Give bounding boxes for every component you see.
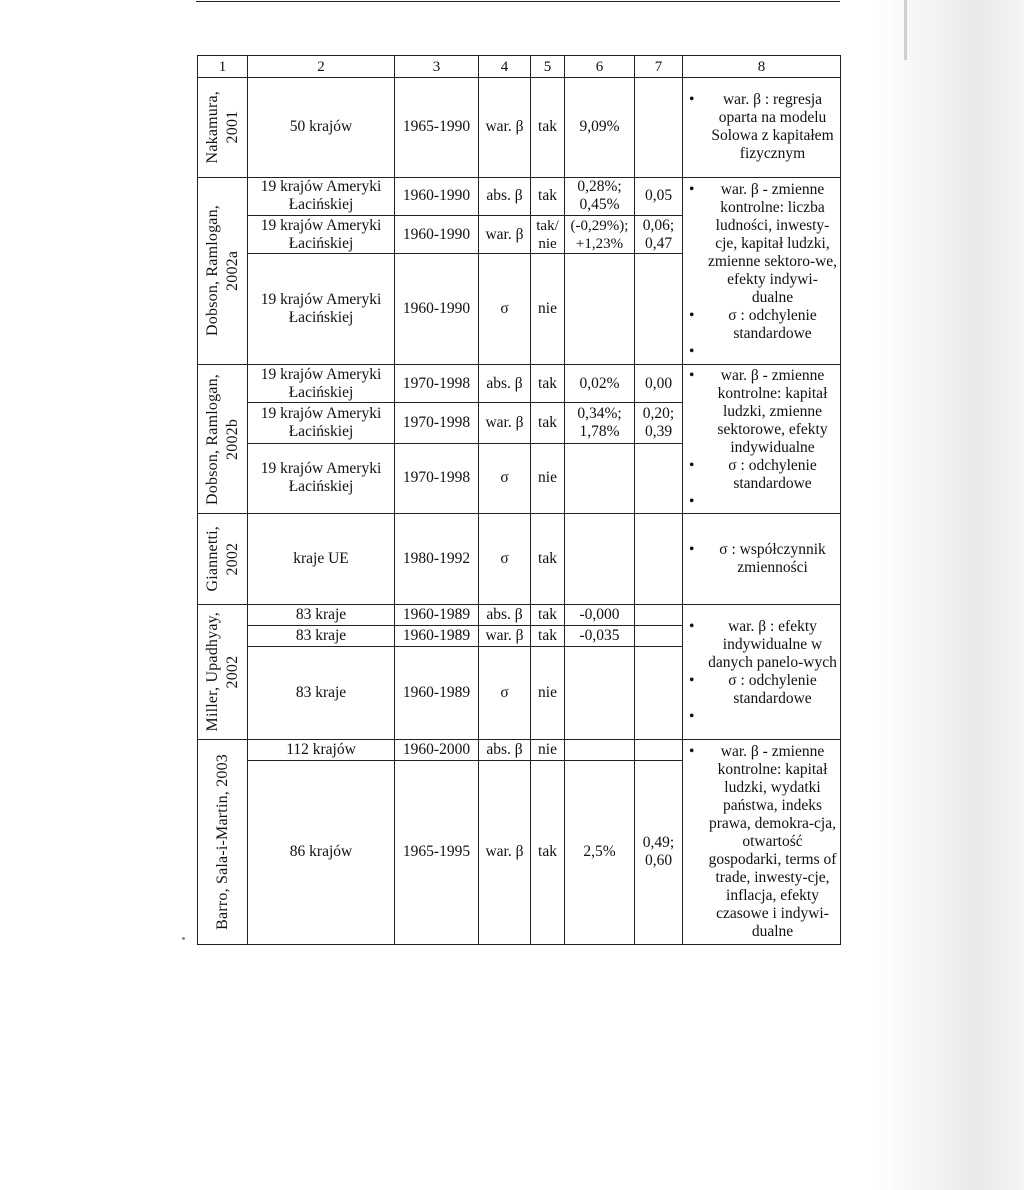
r2-cell (635, 443, 683, 513)
note-item: • σ : odchylenie standardowe (685, 457, 838, 493)
notes-cell (683, 604, 841, 739)
notes-cell (683, 739, 841, 944)
convergence-cell: nie (531, 646, 565, 739)
note-item: • σ : odchylenie standardowe (685, 307, 838, 343)
type-cell: σ (479, 443, 531, 513)
period-cell: 1980-1992 (395, 514, 479, 605)
period-cell: 1970-1998 (395, 443, 479, 513)
type-cell: war. β (479, 625, 531, 646)
rate-cell: 2,5% (565, 760, 635, 944)
period-cell: 1960-1989 (395, 646, 479, 739)
period-cell: 1960-1989 (395, 604, 479, 625)
type-cell: abs. β (479, 739, 531, 760)
note-item (685, 708, 838, 726)
convergence-cell: tak (531, 403, 565, 443)
author-cell (198, 365, 248, 514)
convergence-cell: nie (531, 739, 565, 760)
sample-cell: 83 kraje (248, 646, 395, 739)
page-edge-line (904, 0, 907, 60)
sample-cell: 19 krajów Ameryki Łacińskiej (248, 403, 395, 443)
period-cell: 1965-1995 (395, 760, 479, 944)
type-cell: σ (479, 254, 531, 365)
col-header: 4 (479, 56, 531, 78)
author-line: 2001 (223, 111, 241, 144)
r2-cell: 0,00 (635, 365, 683, 403)
note-item: • war. β : regresja oparta na modelu Solowa z kapitałem fizycznym (685, 91, 838, 163)
sample-cell: 19 krajów Ameryki Łacińskiej (248, 365, 395, 403)
notes-list (685, 743, 838, 941)
convergence-cell: tak (531, 514, 565, 605)
period-cell: 1960-1990 (395, 254, 479, 365)
r2-cell (635, 254, 683, 365)
convergence-cell: tak (531, 365, 565, 403)
convergence-cell: nie (531, 443, 565, 513)
r2-cell (635, 604, 683, 625)
table-row (198, 78, 841, 178)
author-cell (198, 78, 248, 178)
rate-cell (565, 443, 635, 513)
rate-cell (565, 514, 635, 605)
col-header: 5 (531, 56, 565, 78)
sample-cell: kraje UE (248, 514, 395, 605)
r2-cell (635, 739, 683, 760)
author-line: 2002 (223, 655, 241, 688)
note-item (685, 493, 838, 511)
col-header: 2 (248, 56, 395, 78)
author-line: Giannetti, (203, 526, 221, 592)
type-cell: abs. β (479, 177, 531, 215)
convergence-cell: tak/ nie (531, 216, 565, 254)
period-cell: 1960-2000 (395, 739, 479, 760)
notes-cell (683, 514, 841, 605)
type-cell: war. β (479, 403, 531, 443)
convergence-cell: nie (531, 254, 565, 365)
type-cell: war. β (479, 78, 531, 178)
note-item (685, 343, 838, 361)
sample-cell: 50 krajów (248, 78, 395, 178)
notes-list (685, 181, 838, 361)
period-cell: 1960-1990 (395, 216, 479, 254)
author-line: Barro, Sala-i-Martin, 2003 (213, 753, 231, 930)
r2-cell (635, 78, 683, 178)
sample-cell: 112 krajów (248, 739, 395, 760)
notes-list (685, 541, 838, 577)
col-header: 8 (683, 56, 841, 78)
rate-cell: -0,035 (565, 625, 635, 646)
convergence-studies-table (197, 55, 841, 945)
sample-cell: 83 kraje (248, 625, 395, 646)
r2-cell: 0,05 (635, 177, 683, 215)
col-header: 7 (635, 56, 683, 78)
author-cell (198, 177, 248, 364)
note-item: • σ : współczynnik zmienności (685, 541, 838, 577)
author-line: Dobson, Ramlogan, (203, 373, 221, 505)
note-item: • war. β - zmienne kontrolne: kapitał ludzki, wydatki państwa, indeks prawa, demokra-cja, otwartość gospodarki, terms of trade, inwesty-cje, inflacja, efekty czasowe i indywi-dualne (685, 743, 838, 941)
rate-cell (565, 646, 635, 739)
author-cell (198, 739, 248, 944)
rate-cell: -0,000 (565, 604, 635, 625)
period-cell: 1960-1989 (395, 625, 479, 646)
note-item: • war. β - zmienne kontrolne: kapitał ludzki, zmienne sektorowe, efekty indywidualne (685, 367, 838, 457)
col-header: 1 (198, 56, 248, 78)
notes-cell (683, 78, 841, 178)
table-row (198, 604, 841, 625)
convergence-cell: tak (531, 604, 565, 625)
notes-cell (683, 365, 841, 514)
table-row (198, 365, 841, 403)
sample-cell: 19 krajów Ameryki Łacińskiej (248, 254, 395, 365)
r2-cell (635, 646, 683, 739)
period-cell: 1970-1998 (395, 403, 479, 443)
table-row (198, 514, 841, 605)
author-line: Nakamura, (203, 91, 221, 164)
rate-cell: 9,09% (565, 78, 635, 178)
notes-list (685, 618, 838, 726)
period-cell: 1965-1990 (395, 78, 479, 178)
r2-cell: 0,20; 0,39 (635, 403, 683, 443)
author-line: 2002a (223, 250, 241, 291)
note-item: • war. β : efekty indywidualne w danych panelo-wych (685, 618, 838, 672)
sample-cell: 19 krajów Ameryki Łacińskiej (248, 443, 395, 513)
top-rule (196, 1, 840, 2)
table-row (198, 177, 841, 215)
rate-cell: 0,02% (565, 365, 635, 403)
type-cell: war. β (479, 216, 531, 254)
notes-list (685, 91, 838, 163)
note-item: • war. β - zmienne kontrolne: liczba ludności, inwesty-cje, kapitał ludzki, zmienne sektoro-we, efekty indywi-dualne (685, 181, 838, 307)
author-line: 2002b (223, 418, 241, 460)
rate-cell: 0,34%; 1,78% (565, 403, 635, 443)
author-line: Miller, Upadhyay, (203, 611, 221, 732)
col-header: 3 (395, 56, 479, 78)
rate-cell (565, 739, 635, 760)
convergence-cell: tak (531, 177, 565, 215)
r2-cell: 0,06; 0,47 (635, 216, 683, 254)
col-header: 6 (565, 56, 635, 78)
sample-cell: 83 kraje (248, 604, 395, 625)
rate-cell (565, 254, 635, 365)
notes-list (685, 367, 838, 511)
convergence-cell: tak (531, 78, 565, 178)
rate-cell: (-0,29%); +1,23% (565, 216, 635, 254)
sample-cell: 19 krajów Ameryki Łacińskiej (248, 177, 395, 215)
r2-cell (635, 514, 683, 605)
sample-cell: 86 krajów (248, 760, 395, 944)
r2-cell (635, 625, 683, 646)
type-cell: war. β (479, 760, 531, 944)
author-cell (198, 604, 248, 739)
type-cell: abs. β (479, 365, 531, 403)
r2-cell: 0,49; 0,60 (635, 760, 683, 944)
rate-cell: 0,28%; 0,45% (565, 177, 635, 215)
note-item: • σ : odchylenie standardowe (685, 672, 838, 708)
header-row (198, 56, 841, 78)
author-line: 2002 (223, 542, 241, 576)
sample-cell: 19 krajów Ameryki Łacińskiej (248, 216, 395, 254)
type-cell: σ (479, 514, 531, 605)
convergence-cell: tak (531, 625, 565, 646)
type-cell: abs. β (479, 604, 531, 625)
author-line: Dobson, Ramlogan, (203, 205, 221, 337)
page-edge-shadow (872, 0, 1024, 1190)
notes-cell (683, 177, 841, 364)
type-cell: σ (479, 646, 531, 739)
convergence-cell: tak (531, 760, 565, 944)
period-cell: 1960-1990 (395, 177, 479, 215)
table-row (198, 739, 841, 760)
period-cell: 1970-1998 (395, 365, 479, 403)
scan-speck (182, 937, 185, 940)
author-cell (198, 514, 248, 605)
